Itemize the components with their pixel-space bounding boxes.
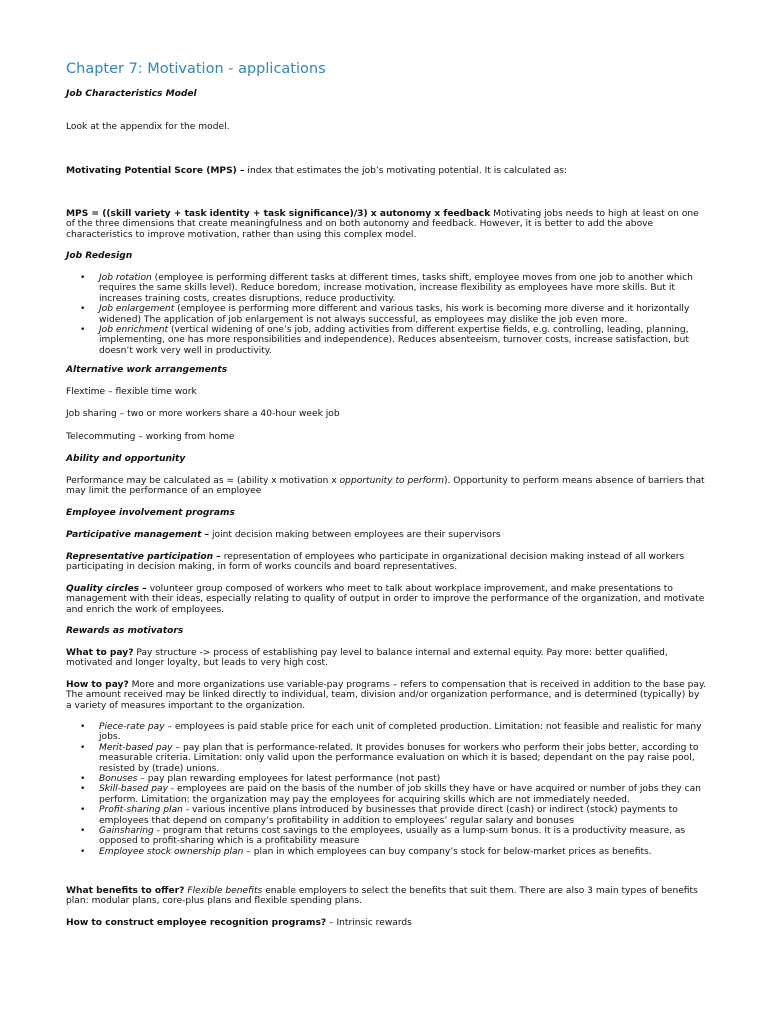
mps-formula-paragraph	[66, 209, 706, 240]
list-item: • Job enrichment (vertical widening of one’s job, adding activities from different expertise fields, e.g. controlling, leading, planning, implementing, one has more responsibilities and independence). Reduces absenteeism, turnover costs, increase satisfaction, but doesn’t work very well in productivity.	[66, 325, 706, 356]
what-to-pay: What to pay? Pay structure -> process of establishing pay level to balance internal and external equity. Pay more: better qualified, motivated and longer loyalty, but leads to very high cost.	[66, 648, 668, 669]
chapter-title: Chapter 7: Motivation - applications	[66, 61, 326, 77]
list-item: • Profit-sharing plan - various incentive plans introduced by businesses that provide direct (cash) or indirect (stock) payments to employees that depend on company’s profitability in addition to employees’ regular salary and bonuses	[66, 805, 706, 826]
list-item: • Skill-based pay - employees are paid on the basis of the number of job skills they have or have acquired or number of jobs they can perform. Limitation: the organization may pay the employees for acquiring skills which are not immediately needed.	[66, 784, 706, 805]
mps-term: Motivating Potential Score (MPS) –	[66, 166, 245, 176]
list-item: • Employee stock ownership plan – plan in which employees can buy company’s stock for below-market prices as benefits.	[66, 847, 706, 857]
jcm-heading: Job Characteristics Model	[66, 89, 197, 99]
jcm-text: Look at the appendix for the model.	[66, 122, 230, 132]
job-redesign-heading: Job Redesign	[66, 251, 133, 261]
job-sharing-text: Job sharing – two or more workers share a 40-hour week job	[66, 409, 340, 419]
alt-work-heading: Alternative work arrangements	[66, 365, 228, 375]
participative-management: Participative management – joint decision making between employees are their supervisors	[66, 530, 501, 540]
list-item: • Merit-based pay – pay plan that is performance-related. It provides bonuses for workers who perform their jobs better, according to measurable criteria. Limitation: only valid upon the performance evaluation on which it is based; dependant on the pay raise pool, resisted by (trade) unions.	[66, 743, 706, 774]
how-to-pay: How to pay? More and more organizations use variable-pay programs – refers to compensation that is received in addition to the base pay. The amount received may be linked directly to individual, team, division and/or organization performance, and is determined (typically) by a variety of measures important to the organization.	[66, 680, 706, 711]
quality-circles: Quality circles – volunteer group composed of workers who meet to talk about workplace improvement, and make presentations to management with their ideas, especially relating to quality of output in order to improve the performance of the organization, and motivate and enrich the work of employees.	[66, 584, 705, 615]
mps-formula: MPS = ((skill variety + task identity + task significance)/3) x autonomy x feedback	[66, 209, 491, 219]
mps-formula-text: Motivating jobs needs to high at least on one of the three dimensions that create meaningfulness and on both autonomy and feedback. However, it is better to add the above characteristics to improve motivation, rather than using this complex model.	[66, 209, 699, 240]
benefits-paragraph: What benefits to offer? Flexible benefits enable employers to select the benefits that suit them. There are also 3 main types of benefits plan: modular plans, core-plus plans and flexible spending plans.	[66, 886, 698, 907]
flextime-text: Flextime – flexible time work	[66, 387, 197, 397]
list-item: • Gainsharing - program that returns cost savings to the employees, usually as a lump-sum bonus. It is a productivity measure, as opposed to profit-sharing which is a profitability measure	[66, 826, 706, 847]
pay-plans-list	[66, 722, 706, 857]
list-item: • Bonuses – pay plan rewarding employees for latest performance (not past)	[66, 774, 706, 784]
ability-heading: Ability and opportunity	[66, 454, 186, 464]
list-item: • Piece-rate pay – employees is paid stable price for each unit of completed production. Limitation: not feasible and realistic for many jobs.	[66, 722, 706, 743]
telecommuting-text: Telecommuting – working from home	[66, 432, 235, 442]
list-item: • Job rotation (employee is performing different tasks at different times, tasks shift, employee moves from one job to another which requires the same skills level). Reduce boredom, increase motivation, increase flexibility as employees have more skills. But it increases training costs, creates disruptions, reduce productivity.	[66, 273, 706, 304]
job-redesign-list	[66, 273, 706, 356]
list-item: • Job enlargement (employee is performing more different and various tasks, his work is becoming more diverse and it horizontally widened) The application of job enlargement is not always successful, as employees may dislike the job even more.	[66, 304, 706, 325]
recognition-paragraph: How to construct employee recognition programs? – Intrinsic rewards	[66, 918, 412, 928]
representative-participation: Representative participation – representation of employees who participate in organizational decision making instead of all workers participating in decision making, in form of works councils and board representatives.	[66, 552, 685, 573]
rewards-heading: Rewards as motivators	[66, 626, 184, 636]
ability-text: Performance may be calculated as = (ability x motivation x opportunity to perform). Opportunity to perform means absence of barriers that may limit the performance of an employee	[66, 476, 705, 497]
mps-paragraph	[66, 166, 706, 176]
mps-text: index that estimates the job’s motivating potential. It is calculated as:	[244, 166, 568, 176]
involvement-heading: Employee involvement programs	[66, 508, 235, 518]
